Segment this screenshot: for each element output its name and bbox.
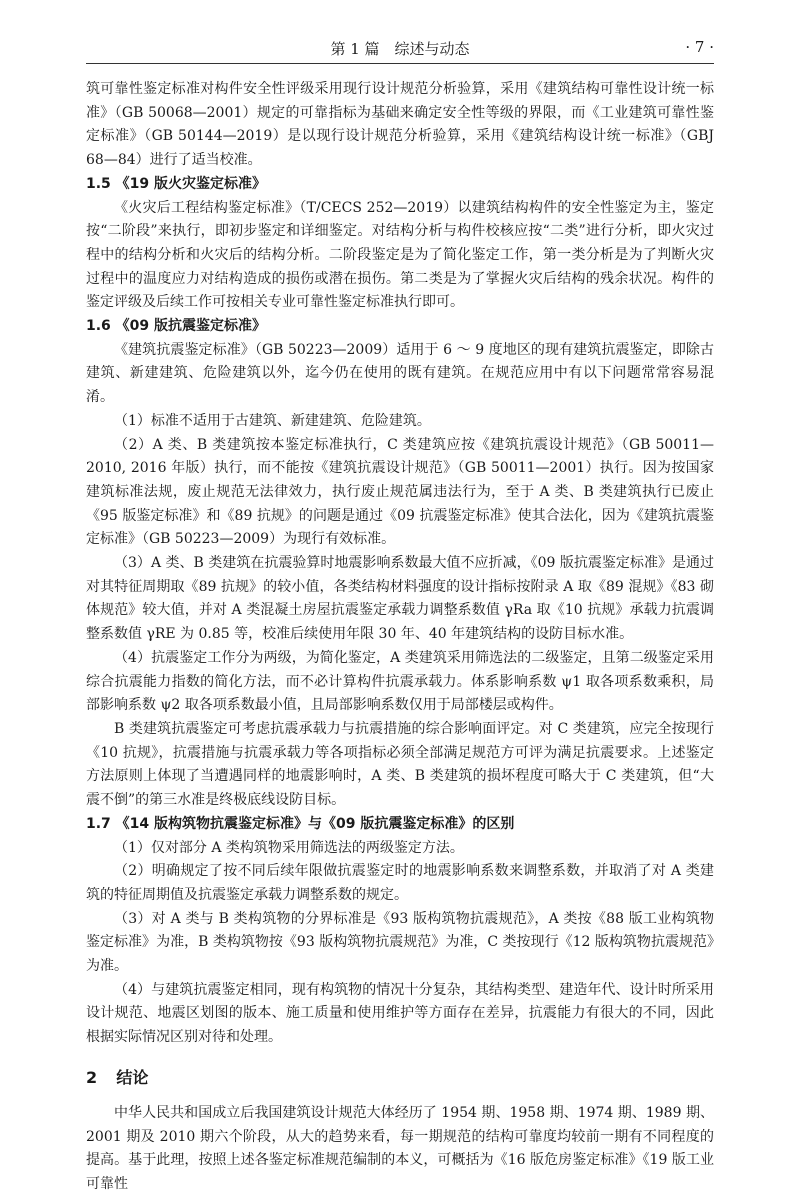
list-item: （1）标准不适用于古建筑、新建建筑、危险建筑。 <box>114 412 431 429</box>
paragraph: 《火灾后工程结构鉴定标准》（T/CECS 252—2019）以建筑结构构件的安全性鉴定为主，鉴定按“二阶段”来执行，即初步鉴定和详细鉴定。对结构分析与构件校核应按“二类”进行分析，即火灾过程中的结构分析和火灾后的结构分析。二阶段鉴定是为了简化鉴定工作，第一类分析是为了判断火灾过程中的温度应力对结构造成的损伤或潜在损伤。第二类是为了掌握火灾后结构的残余状况。构件的鉴定评级及后续工作可按相关专业可靠性鉴定标准执行即可。 <box>86 199 714 311</box>
list-item: （3）A 类、B 类建筑在抗震验算时地震影响系数最大值不应折减，《09 版抗震鉴定标准》是通过对其特征周期取《89 抗规》的较小值，各类结构材料强度的设计指标按附录 A 取《89 混规》《83 砌体规范》较大值，并对 A 类混凝土房屋抗震鉴定承载力调整系数值 γRa 取《10 抗规》承载力抗震调整系数值 γRE 为 0.85 等，校准后续使用年限 30 年、40 年建筑结构的设防目标水准。 <box>86 555 714 643</box>
body-text <box>86 78 714 1197</box>
list-item: （4）抗震鉴定工作分为两级，为简化鉴定，A 类建筑采用筛选法的二级鉴定，且第二级鉴定采用综合抗震能力指数的简化方法，而不必计算构件抗震承载力。体系影响系数 ψ1 取各项系数乘积，局部影响系数 ψ2 取各项系数最小值，且局部影响系数仅用于局部楼层或构件。 <box>86 649 714 714</box>
list-item: （1）仅对部分 A 类构筑物采用筛选法的两级鉴定方法。 <box>114 839 464 856</box>
list-item: （2）A 类、B 类建筑按本鉴定标准执行，C 类建筑应按《建筑抗震设计规范》（GB 50011—2010, 2016 年版）执行，而不能按《建筑抗震设计规范》（GB 50011—2001）执行。因为按国家建筑标准法规，废止规范无法律效力，执行废止规范属违法行为，至于 A 类、B 类建筑执行已废止《95 版鉴定标准》和《89 抗规》的问题是通过《09 抗震鉴定标准》使其合法化，因为《建筑抗震鉴定标准》（GB 50223—2009）为现行有效标准。 <box>86 436 714 548</box>
running-header <box>86 36 714 60</box>
paragraph: 中华人民共和国成立后我国建筑设计规范大体经历了 1954 期、1958 期、1974 期、1989 期、2001 期及 2010 期六个阶段，从大的趋势来看，每一期规范的结构可靠度均较前一期有不同程度的提高。基于此理，按照上述各鉴定标准规范编制的本义，可概括为《16 版危房鉴定标准》《19 版工业可靠性 <box>86 1104 714 1192</box>
chapter-title: 第 1 篇 综述与动态 <box>330 40 470 58</box>
section-heading-1-5: 1.5 《19 版火灾鉴定标准》 <box>86 175 267 192</box>
paragraph: 《建筑抗震鉴定标准》（GB 50223—2009）适用于 6 ～ 9 度地区的现有建筑抗震鉴定，即除古建筑、新建建筑、危险建筑以外，迄今仍在使用的既有建筑。在规范应用中有以下问题常常容易混淆。 <box>86 341 714 406</box>
paragraph: B 类建筑抗震鉴定可考虑抗震承载力与抗震措施的综合影响面评定。对 C 类建筑，应完全按现行《10 抗规》，抗震措施与抗震承载力等各项指标必须全部满足规范方可评为满足抗震要求。上述鉴定方法原则上体现了当遭遇同样的地震影响时，A 类、B 类建筑的损坏程度可略大于 C 类建筑，但“大震不倒”的第三水准是终极底线设防目标。 <box>86 720 714 809</box>
section-number: 2 <box>86 1067 98 1087</box>
section-heading-1-7: 1.7 《14 版构筑物抗震鉴定标准》与《09 版抗震鉴定标准》的区别 <box>86 815 515 832</box>
section-heading-1-6: 1.6 《09 版抗震鉴定标准》 <box>86 318 267 335</box>
header-divider <box>86 63 714 64</box>
list-item: （2）明确规定了按不同后续年限做抗震鉴定时的地震影响系数来调整系数，并取消了对 A 类建筑的特征周期值及抗震鉴定承载力调整系数的规定。 <box>86 863 714 903</box>
section-heading-2 <box>86 1066 714 1090</box>
page-number: · 7 · <box>685 38 714 56</box>
paragraph: 筑可靠性鉴定标准对构件安全性评级采用现行设计规范分析验算，采用《建筑结构可靠性设计统一标准》（GB 50068—2001）规定的可靠指标为基础来确定安全性等级的界限，而《工业建筑可靠性鉴定标准》（GB 50144—2019）是以现行设计规范分析验算，采用《建筑结构设计统一标准》（GBJ 68—84）进行了适当校准。 <box>86 81 714 169</box>
section-title: 结论 <box>116 1067 149 1087</box>
list-item: （3）对 A 类与 B 类构筑物的分界标准是《93 版构筑物抗震规范》，A 类按《88 版工业构筑物鉴定标准》为准，B 类构筑物按《93 版构筑物抗震规范》为准，C 类按现行《12 版构筑物抗震规范》为准。 <box>86 910 714 975</box>
list-item: （4）与建筑抗震鉴定相同，现有构筑物的情况十分复杂，其结构类型、建造年代、设计时所采用设计规范、地震区划图的版本、施工质量和使用维护等方面存在差异，抗震能力有很大的不同，因此根据实际情况区别对待和处理。 <box>86 981 714 1046</box>
